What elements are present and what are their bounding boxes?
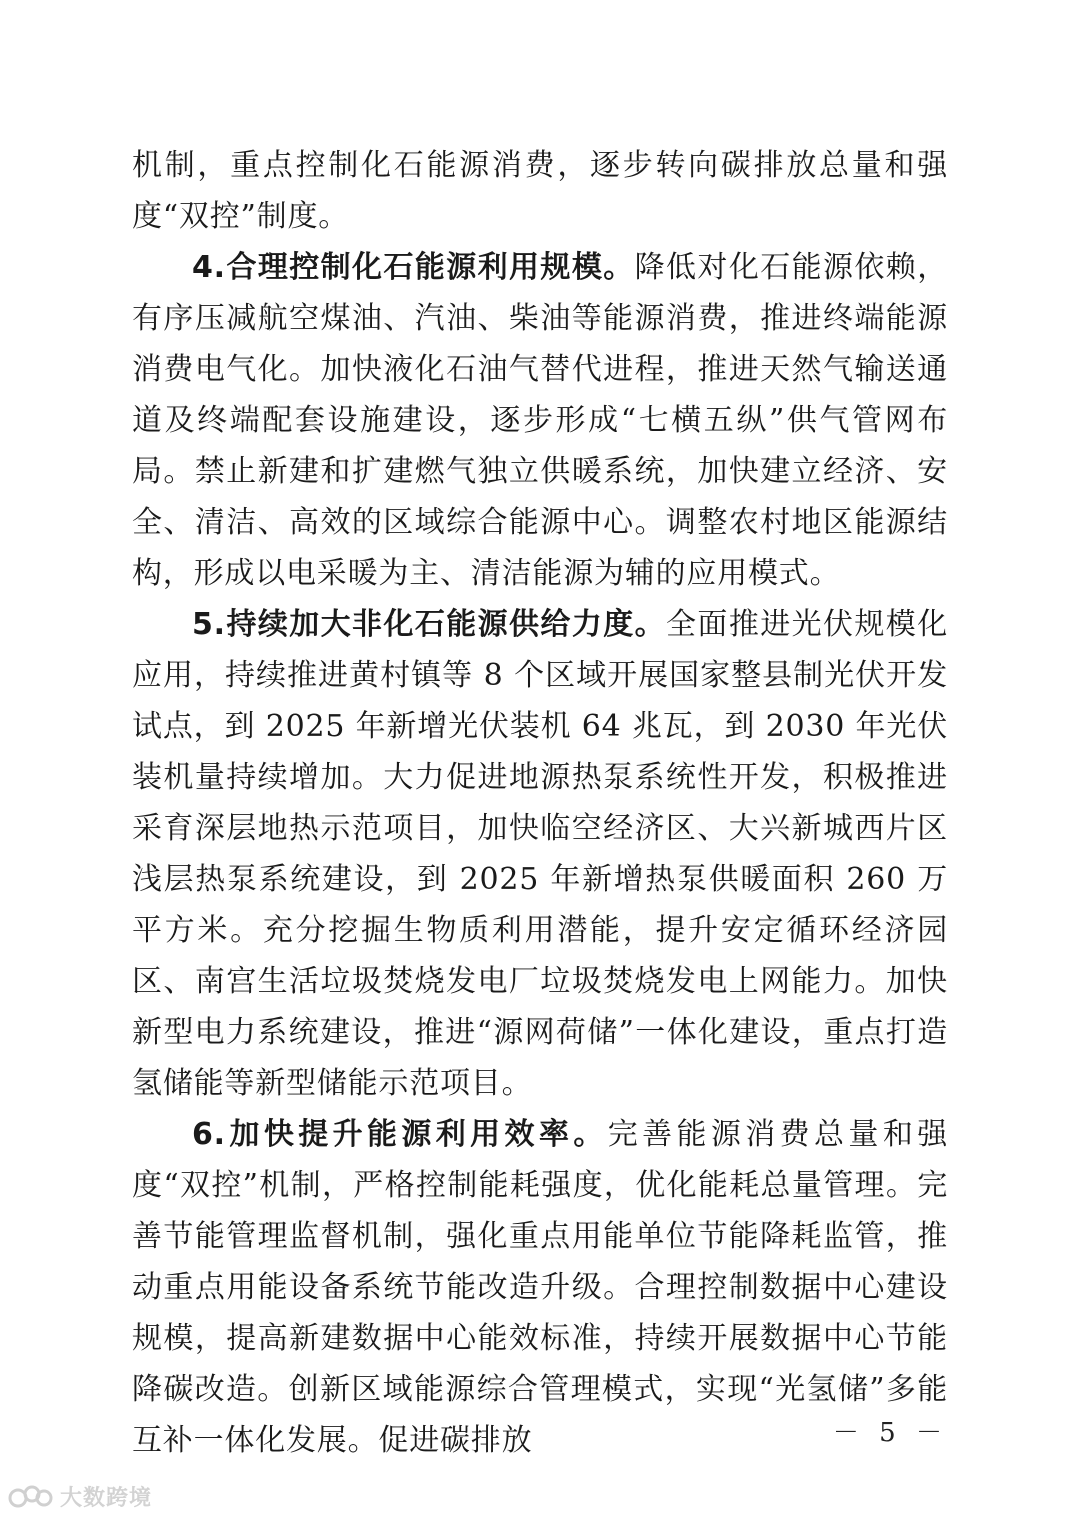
paragraph-body: 全面推进光伏规模化应用，持续推进黄村镇等 8 个区域开展国家整县制光伏开发试点，到 2025 年新增光伏装机 64 兆瓦，到 2030 年光伏装机量持续增加。大力促进地源热泵系统性开发，积极推进采育深层地热示范项目，加快临空经济区、大兴新城西片区浅层热泵系统建设，到 2025 年新增热泵供暖面积 260 万平方米。充分挖掘生物质利用潜能，提升安定循环经济园区、南宫生活垃圾焚烧发电厂垃圾焚烧发电上网能力。加快新型电力系统建设，推进“源网荷储”一体化建设，重点打造氢储能等新型储能示范项目。 xyxy=(132,607,949,1101)
paragraph-section-4 xyxy=(132,242,948,599)
page-number: － 5 － xyxy=(832,1418,948,1448)
paragraph-body: 机制，重点控制化石能源消费，逐步转向碳排放总量和强度“双控”制度。 xyxy=(132,148,948,234)
paragraph-section-5 xyxy=(132,599,948,1109)
paragraph-body: 完善能源消费总量和强度“双控”机制，严格控制能耗强度，优化能耗总量管理。完善节能管理监督机制，强化重点用能单位节能降耗监管，推动重点用能设备系统节能改造升级。合理控制数据中心建设规模，提高新建数据中心能效标准，持续开展数据中心节能降碳改造。创新区域能源综合管理模式，实现“光氢储”多能互补一体化发展。促进碳排放 xyxy=(132,1117,949,1458)
paragraph-continuation xyxy=(132,140,948,242)
section-heading: 4.合理控制化石能源利用规模。 xyxy=(192,250,635,285)
section-heading: 5.持续加大非化石能源供给力度。 xyxy=(192,607,667,642)
watermark xyxy=(8,1480,152,1512)
paragraph-body: 降低对化石能源依赖，有序压减航空煤油、汽油、柴油等能源消费，推进终端能源消费电气化。加快液化石油气替代进程，推进天然气输送通道及终端配套设施建设，逐步形成“七横五纵”供气管网布局。禁止新建和扩建燃气独立供暖系统，加快建立经济、安全、清洁、高效的区域综合能源中心。调整农村地区能源结构，形成以电采暖为主、清洁能源为辅的应用模式。 xyxy=(132,250,948,591)
document-body xyxy=(132,140,948,1466)
section-heading: 6.加快提升能源利用效率。 xyxy=(192,1117,608,1152)
watermark-text: 大数跨境 xyxy=(60,1485,153,1511)
brand-logo-icon xyxy=(8,1480,54,1512)
paragraph-section-6 xyxy=(132,1109,948,1466)
